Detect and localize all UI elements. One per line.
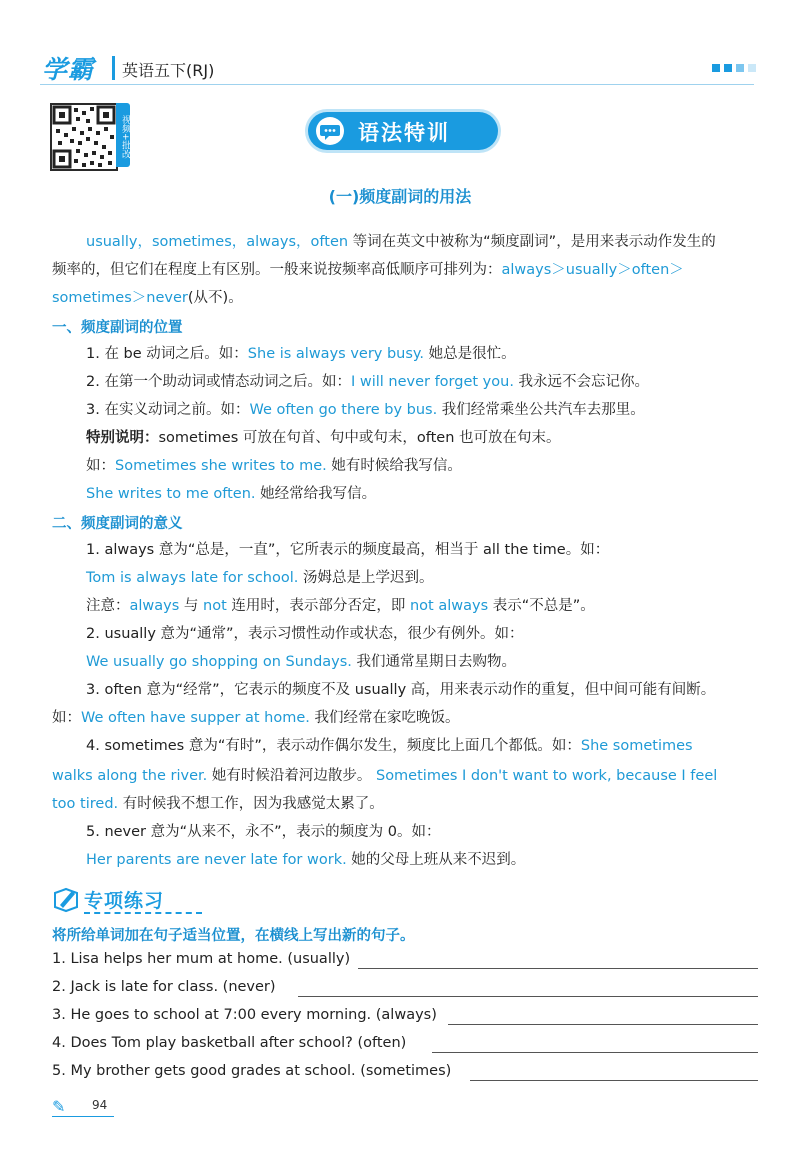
example-en: She is always very busy. bbox=[247, 346, 425, 362]
example-cn: 有时候我不想工作，因为我感觉太累了。 bbox=[118, 796, 384, 812]
qr-code-icon[interactable] bbox=[50, 103, 118, 171]
meaning-item: 2. usually 意为“通常”，表示习惯性动作或状态，很少有例外。如： bbox=[86, 626, 524, 642]
example-prefix: 如： bbox=[86, 458, 115, 474]
meaning-item: 1. always 意为“总是，一直”，它所表示的频度最高，相当于 all the time。如： bbox=[86, 542, 610, 558]
example-en: She writes to me often. bbox=[86, 486, 256, 502]
header-square-icon bbox=[736, 64, 744, 72]
header-square-icon bbox=[724, 64, 732, 72]
meaning-note bbox=[86, 596, 595, 616]
example-en: Sometimes I don't want to work, because I feel bbox=[375, 768, 718, 784]
note-text: 与 bbox=[179, 598, 204, 614]
example-cn: 她总是很忙。 bbox=[424, 346, 516, 362]
note-text: 连用时，表示部分否定，即 bbox=[226, 598, 410, 614]
intro-line-2 bbox=[52, 260, 684, 280]
intro-order: sometimes＞never bbox=[52, 290, 188, 306]
example-cn: 她的父母上班从来不迟到。 bbox=[346, 852, 526, 868]
practice-title: 专项练习 bbox=[84, 890, 165, 912]
note-example bbox=[86, 456, 462, 476]
intro-words: usually，sometimes，always，often bbox=[86, 234, 349, 250]
header-square-icon bbox=[748, 64, 756, 72]
exercise-item: 4. Does Tom play basketball after school? (often) bbox=[52, 1035, 407, 1051]
example-en: Tom is always late for school. bbox=[86, 570, 299, 586]
example-cn: 我们经常乘坐公共汽车去那里。 bbox=[437, 402, 645, 418]
qr-label: 视频+批改 bbox=[116, 103, 130, 167]
meaning-example bbox=[52, 766, 717, 786]
note-label: 特别说明： bbox=[86, 430, 159, 446]
intro-note: (从不)。 bbox=[187, 290, 243, 306]
example-en: too tired. bbox=[52, 796, 119, 812]
practice-divider bbox=[84, 912, 202, 914]
rule-text: 4. sometimes 意为“有时”，表示动作偶尔发生，频度比上面几个都低。如： bbox=[86, 738, 581, 754]
meaning-item bbox=[86, 736, 693, 756]
meaning-example bbox=[86, 850, 525, 870]
note-prefix: 注意： bbox=[86, 598, 130, 614]
header-rule bbox=[40, 84, 754, 85]
example-cn: 她有时候沿着河边散步。 bbox=[207, 768, 372, 784]
exercise-item: 3. He goes to school at 7:00 every morning. (always) bbox=[52, 1007, 437, 1023]
meaning-item: 5. never 意为“从来不，永不”，表示的频度为 0。如： bbox=[86, 824, 441, 840]
footer-rule bbox=[52, 1116, 114, 1117]
special-note bbox=[86, 428, 561, 448]
example-cn: 她经常给我写信。 bbox=[255, 486, 377, 502]
rule-text: 1. 在 be 动词之后。如： bbox=[86, 346, 248, 362]
answer-line[interactable] bbox=[448, 1024, 758, 1025]
example-en: She sometimes bbox=[580, 738, 693, 754]
intro-line-3 bbox=[52, 288, 243, 308]
intro-order: always＞usually＞often＞ bbox=[501, 262, 684, 278]
exercise-item: 1. Lisa helps her mum at home. (usually) bbox=[52, 951, 351, 967]
brand-divider bbox=[112, 56, 115, 80]
brand-logo: 学霸 bbox=[42, 55, 95, 84]
example-en: We often have supper at home. bbox=[81, 710, 310, 726]
note-text: 表示“不总是”。 bbox=[488, 598, 595, 614]
section-heading: 一、频度副词的位置 bbox=[52, 320, 183, 336]
rule-item bbox=[86, 372, 649, 392]
pencil-book-icon bbox=[52, 885, 80, 913]
meaning-example bbox=[86, 652, 516, 672]
example-prefix: 如： bbox=[52, 710, 81, 726]
keyword: not always bbox=[409, 598, 489, 614]
exercise-item: 5. My brother gets good grades at school. (sometimes) bbox=[52, 1063, 452, 1079]
example-en: We usually go shopping on Sundays. bbox=[86, 654, 352, 670]
meaning-example bbox=[52, 794, 384, 814]
section-heading: 二、频度副词的意义 bbox=[52, 516, 183, 532]
meaning-item: 3. often 意为“经常”，它表示的频度不及 usually 高，用来表示动作的重复，但中间可能有间断。 bbox=[86, 682, 716, 698]
example-en: walks along the river. bbox=[52, 768, 208, 784]
example-cn: 我们通常星期日去购物。 bbox=[351, 654, 517, 670]
example-en: We often go there by bus. bbox=[249, 402, 438, 418]
chat-bubble-icon bbox=[316, 117, 344, 145]
practice-instruction: 将所给单词加在句子适当位置，在横线上写出新的句子。 bbox=[52, 928, 415, 944]
keyword: not bbox=[203, 598, 227, 614]
header-square-icon bbox=[712, 64, 720, 72]
example-en: Her parents are never late for work. bbox=[86, 852, 347, 868]
intro-line-1 bbox=[86, 232, 716, 252]
meaning-example bbox=[86, 568, 433, 588]
rule-text: 2. 在第一个助动词或情态动词之后。如： bbox=[86, 374, 351, 390]
pencil-icon: ✎ bbox=[52, 1097, 66, 1116]
intro-text: 等词在英文中被称为“频度副词”，是用来表示动作发生的 bbox=[348, 234, 716, 250]
example-en: Sometimes she writes to me. bbox=[115, 458, 327, 474]
example-cn: 她有时候给我写信。 bbox=[326, 458, 462, 474]
answer-line[interactable] bbox=[298, 996, 758, 997]
page-title: 语法特训 bbox=[358, 121, 450, 145]
rule-text: 3. 在实义动词之前。如： bbox=[86, 402, 250, 418]
answer-line[interactable] bbox=[358, 968, 758, 969]
example-cn: 我永远不会忘记你。 bbox=[513, 374, 650, 390]
example-cn: 汤姆总是上学迟到。 bbox=[298, 570, 434, 586]
example-cn: 我们经常在家吃晚饭。 bbox=[309, 710, 460, 726]
meaning-example bbox=[52, 708, 459, 728]
page-number: 94 bbox=[92, 1098, 108, 1112]
intro-text: 频率的，但它们在程度上有区别。一般来说按频率高低顺序可排列为： bbox=[52, 262, 502, 278]
book-title: 英语五下(RJ) bbox=[122, 61, 215, 80]
answer-line[interactable] bbox=[470, 1080, 758, 1081]
keyword: always bbox=[129, 598, 180, 614]
answer-line[interactable] bbox=[432, 1052, 758, 1053]
rule-item bbox=[86, 400, 645, 420]
example-en: I will never forget you. bbox=[350, 374, 514, 390]
note-example bbox=[86, 484, 376, 504]
section-subtitle: (一)频度副词的用法 bbox=[328, 187, 472, 206]
note-text: sometimes 可放在句首、句中或句末，often 也可放在句末。 bbox=[158, 430, 561, 446]
rule-item bbox=[86, 344, 516, 364]
exercise-item: 2. Jack is late for class. (never) bbox=[52, 979, 276, 995]
